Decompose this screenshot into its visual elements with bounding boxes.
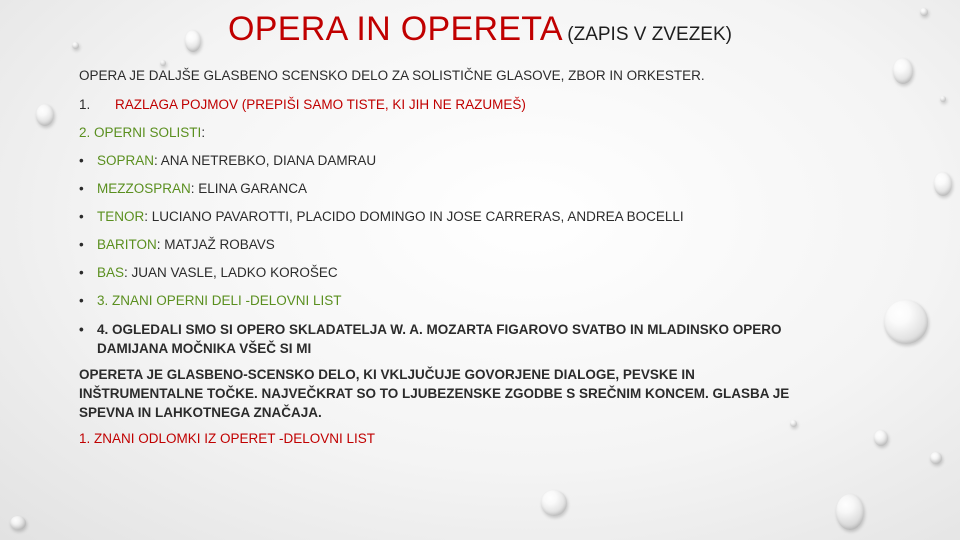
singer-names: : MATJAŽ ROBAVS xyxy=(156,237,275,252)
voice-type: SOPRAN xyxy=(97,153,155,168)
voice-type: BARITON xyxy=(97,237,157,252)
water-drop-decoration xyxy=(884,300,928,344)
bullet: • xyxy=(79,265,84,280)
item-2-label: OPERNI SOLISTI xyxy=(94,125,202,140)
item-1-label: RAZLAGA POJMOV xyxy=(115,97,239,112)
bullet: • xyxy=(79,322,84,337)
opereta-line-3: SPEVNA IN LAHKOTNEGA ZNAČAJA. xyxy=(79,405,322,420)
bullet: • xyxy=(79,293,84,308)
voice-type: BAS xyxy=(97,265,125,280)
singer-names: : ANA NETREBKO, DIANA DAMRAU xyxy=(154,153,377,168)
singer-names: : JUAN VASLE, LADKO KOROŠEC xyxy=(124,265,338,280)
item-4-line-1: 4. OGLEDALI SMO SI OPERO SKLADATELJA W. A. MOZARTA FIGAROVO SVATBO IN MLADINSKO OPERO xyxy=(97,322,782,337)
opereta-item-1: 1. ZNANI ODLOMKI IZ OPERET -DELOVNI LIST xyxy=(79,431,376,446)
item-3 xyxy=(79,293,342,308)
opereta-definition xyxy=(79,365,879,422)
bullet: • xyxy=(79,153,84,168)
bullet: • xyxy=(79,209,84,224)
item-4-line-2: DAMIJANA MOČNIKA VŠEČ SI MI xyxy=(97,341,312,356)
water-drop-decoration xyxy=(934,172,952,196)
water-drop-decoration xyxy=(930,452,942,464)
item-2 xyxy=(79,125,205,140)
list-item xyxy=(79,153,376,168)
title-main: OPERA IN OPERETA xyxy=(228,10,563,48)
water-drop-decoration xyxy=(160,60,166,66)
water-drop-decoration xyxy=(36,104,54,126)
title-subtitle: (ZAPIS V ZVEZEK) xyxy=(567,24,732,45)
opera-definition: OPERA JE DALJŠE GLASBENO SCENSKO DELO ZA SOLISTIČNE GLASOVE, ZBOR IN ORKESTER. xyxy=(79,68,705,83)
opereta-line-2: INŠTRUMENTALNE TOČKE. NAJVEČKRAT SO TO LJUBEZENSKE ZGODBE S SREČNIM KONCEM. GLASBA JE xyxy=(79,386,790,401)
water-drop-decoration xyxy=(893,58,913,84)
item-1-number: 1. xyxy=(79,97,91,112)
list-item xyxy=(79,265,338,280)
bullet: • xyxy=(79,181,84,196)
water-drop-decoration xyxy=(836,494,864,530)
list-item xyxy=(79,209,684,224)
item-3-text: 3. ZNANI OPERNI DELI -DELOVNI LIST xyxy=(97,293,342,308)
bullet: • xyxy=(79,237,84,252)
water-drop-decoration xyxy=(874,430,888,446)
item-1-note: (PREPIŠI SAMO TISTE, KI JIH NE RAZUMEŠ) xyxy=(241,97,526,112)
water-drop-decoration xyxy=(541,490,567,516)
item-2-colon: : xyxy=(201,125,206,140)
item-1 xyxy=(79,97,526,112)
list-item xyxy=(79,237,275,252)
item-2-number: 2. xyxy=(79,125,91,140)
item-4 xyxy=(79,320,879,358)
voice-type: MEZZOSPRAN xyxy=(97,181,191,196)
opereta-line-1: OPERETA JE GLASBENO-SCENSKO DELO, KI VKLJUČUJE GOVORJENE DIALOGE, PEVSKE IN xyxy=(79,367,695,382)
singer-names: : LUCIANO PAVAROTTI, PLACIDO DOMINGO IN JOSE CARRERAS, ANDREA BOCELLI xyxy=(144,209,684,224)
water-drop-decoration xyxy=(940,96,946,102)
water-drop-decoration xyxy=(10,516,26,530)
voice-type: TENOR xyxy=(97,209,145,224)
page-title xyxy=(0,10,960,49)
list-item xyxy=(79,181,307,196)
singer-names: : ELINA GARANCA xyxy=(190,181,308,196)
